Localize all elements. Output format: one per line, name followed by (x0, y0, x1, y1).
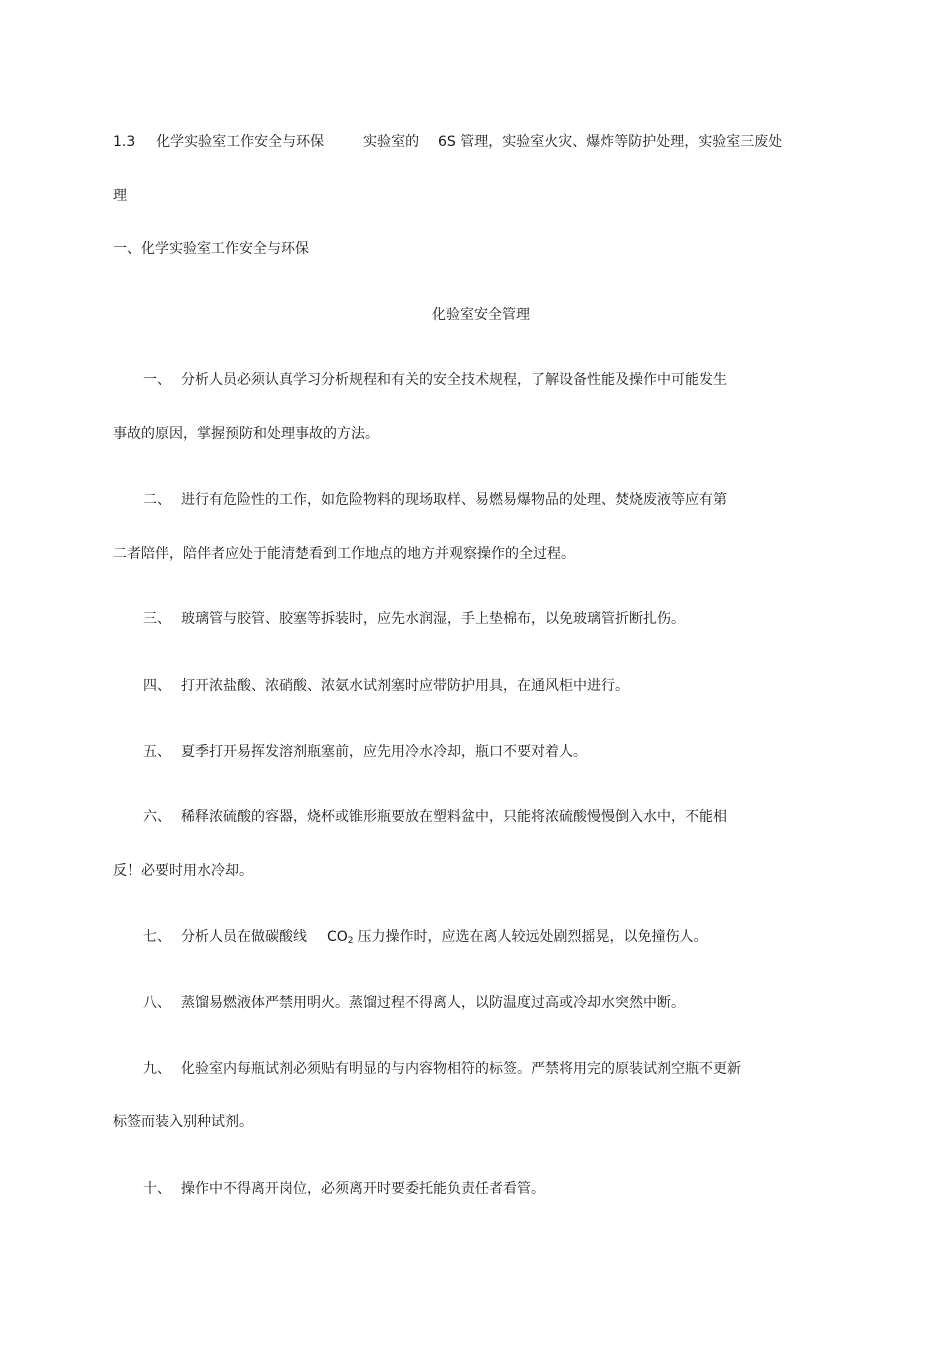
item-number: 二、 (143, 492, 171, 508)
item-text: 夏季打开易挥发溶剂瓶塞前，应先用冷水冷却，瓶口不要对着人。 (181, 744, 587, 760)
item-text-a: 分析人员在做碳酸线 (181, 929, 307, 945)
list-item (143, 676, 629, 696)
co2-formula: $CO_2$ (327, 929, 354, 946)
item-text-continued: 二者陪伴，陪伴者应处于能清楚看到工作地点的地方并观察操作的全过程。 (113, 546, 575, 562)
list-item (143, 742, 587, 762)
list-item (143, 1179, 545, 1199)
list-item (143, 807, 727, 827)
list-item (143, 1059, 741, 1079)
section-number: 1.3 (113, 134, 136, 150)
doc-title: 化验室安全管理 (432, 307, 530, 323)
item-number: 三、 (143, 611, 171, 627)
item-text: 分析人员必须认真学习分析规程和有关的安全技术规程，了解设备性能及操作中可能发生 (181, 372, 727, 388)
item-text: 进行有危险性的工作，如危险物料的现场取样、易燃易爆物品的处理、焚烧废液等应有第 (181, 492, 727, 508)
item-text-c: 压力操作时，应选在离人较远处剧烈摇晃，以免撞伤人。 (357, 929, 708, 945)
item-number: 十、 (143, 1181, 171, 1197)
item-text-continued: 反！必要时用水冷却。 (113, 863, 253, 879)
list-item (143, 609, 685, 629)
item-number: 六、 (143, 809, 171, 825)
item-text: 操作中不得离开岗位，必须离开时要委托能负责任者看管。 (181, 1181, 545, 1197)
list-item (143, 993, 685, 1013)
section-desc-a: 实验室的 (363, 134, 420, 150)
item-text: 化验室内每瓶试剂必须贴有明显的与内容物相符的标签。严禁将用完的原装试剂空瓶不更新 (181, 1061, 741, 1077)
item-number: 一、 (143, 372, 171, 388)
list-item (143, 370, 727, 390)
subheading: 一、化学实验室工作安全与环保 (113, 241, 309, 257)
item-text-continued: 标签而装入别种试剂。 (113, 1114, 253, 1130)
section-title: 化学实验室工作安全与环保 (156, 134, 325, 150)
section-heading-continued: 理 (113, 188, 127, 204)
item-number: 八、 (143, 995, 171, 1011)
item-number: 五、 (143, 744, 171, 760)
item-text: 玻璃管与胶管、胶塞等拆装时，应先水润湿，手上垫棉布，以免玻璃管折断扎伤。 (181, 611, 685, 627)
item-number: 七、 (143, 929, 171, 945)
list-item (143, 490, 727, 510)
item-text: 蒸馏易燃液体严禁用明火。蒸馏过程不得离人，以防温度过高或冷却水突然中断。 (181, 995, 685, 1011)
item-text: 打开浓盐酸、浓硝酸、浓氨水试剂塞时应带防护用具，在通风柜中进行。 (181, 678, 629, 694)
list-item (143, 927, 708, 947)
item-text-continued: 事故的原因，掌握预防和处理事故的方法。 (113, 426, 379, 442)
section-heading (113, 132, 782, 152)
item-number: 九、 (143, 1061, 171, 1077)
item-text: 稀释浓硫酸的容器，烧杯或锥形瓶要放在塑料盆中，只能将浓硫酸慢慢倒入水中，不能相 (181, 809, 727, 825)
item-number: 四、 (143, 678, 171, 694)
section-desc-b: 6S 管理，实验室火灾、爆炸等防护处理，实验室三废处 (437, 134, 783, 150)
